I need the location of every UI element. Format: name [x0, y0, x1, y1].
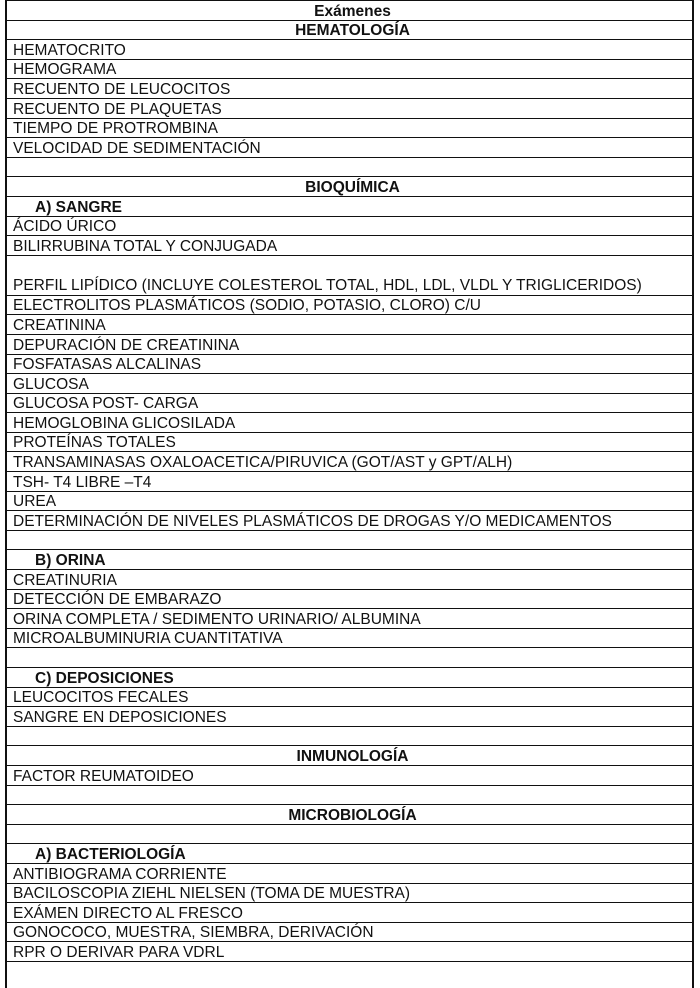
list-item: LEUCOCITOS FECALES [7, 687, 692, 707]
subsection-heading-sangre: A) SANGRE [7, 196, 692, 216]
section-heading-bioquimica: BIOQUÍMICA [7, 177, 692, 197]
list-item: HEMOGRAMA [7, 59, 692, 79]
list-item: UREA [7, 491, 692, 511]
list-item: PERFIL LIPÍDICO (INCLUYE COLESTEROL TOTAL, HDL, LDL, VLDL Y TRIGLICERIDOS) [7, 255, 692, 295]
exam-table [7, 0, 692, 962]
list-item: ELECTROLITOS PLASMÁTICOS (SODIO, POTASIO, CLORO) C/U [7, 295, 692, 315]
list-item: DETERMINACIÓN DE NIVELES PLASMÁTICOS DE DROGAS Y/O MEDICAMENTOS [7, 511, 692, 531]
list-item: CREATINURIA [7, 570, 692, 590]
list-item: RECUENTO DE LEUCOCITOS [7, 79, 692, 99]
subsection-heading-orina: B) ORINA [7, 550, 692, 570]
blank-row [7, 530, 692, 550]
list-item: RECUENTO DE PLAQUETAS [7, 98, 692, 118]
list-item: ORINA COMPLETA / SEDIMENTO URINARIO/ ALBUMINA [7, 609, 692, 629]
blank-row [7, 648, 692, 668]
list-item: RPR O DERIVAR PARA VDRL [7, 942, 692, 962]
list-item: TSH- T4 LIBRE –T4 [7, 472, 692, 492]
list-item: EXÁMEN DIRECTO AL FRESCO [7, 903, 692, 923]
exam-sheet [5, 0, 694, 988]
section-heading-hematologia: HEMATOLOGÍA [7, 20, 692, 40]
list-item: GLUCOSA POST- CARGA [7, 393, 692, 413]
list-item: ÁCIDO ÚRICO [7, 216, 692, 236]
table-title: Exámenes [7, 1, 692, 21]
list-item: TRANSAMINASAS OXALOACETICA/PIRUVICA (GOT/AST y GPT/ALH) [7, 452, 692, 472]
list-item: DEPURACIÓN DE CREATININA [7, 334, 692, 354]
list-item: CREATININA [7, 315, 692, 335]
list-item: FACTOR REUMATOIDEO [7, 765, 692, 785]
list-item: BILIRRUBINA TOTAL Y CONJUGADA [7, 236, 692, 256]
blank-row [7, 157, 692, 177]
list-item: HEMOGLOBINA GLICOSILADA [7, 413, 692, 433]
list-item: TIEMPO DE PROTROMBINA [7, 118, 692, 138]
section-heading-microbiologia: MICROBIOLOGÍA [7, 805, 692, 825]
subsection-heading-bacteriologia: A) BACTERIOLOGÍA [7, 844, 692, 864]
list-item: DETECCIÓN DE EMBARAZO [7, 589, 692, 609]
list-item: FOSFATASAS ALCALINAS [7, 354, 692, 374]
list-item: SANGRE EN DEPOSICIONES [7, 707, 692, 727]
list-item: GLUCOSA [7, 374, 692, 394]
list-item: PROTEÍNAS TOTALES [7, 432, 692, 452]
section-heading-inmunologia: INMUNOLOGÍA [7, 746, 692, 766]
blank-row [7, 726, 692, 746]
blank-row [7, 824, 692, 844]
list-item: BACILOSCOPIA ZIEHL NIELSEN (TOMA DE MUESTRA) [7, 883, 692, 903]
blank-row [7, 785, 692, 805]
list-item: VELOCIDAD DE SEDIMENTACIÓN [7, 138, 692, 158]
list-item: HEMATOCRITO [7, 40, 692, 60]
subsection-heading-deposiciones: C) DEPOSICIONES [7, 668, 692, 688]
list-item: GONOCOCO, MUESTRA, SIEMBRA, DERIVACIÓN [7, 922, 692, 942]
list-item: MICROALBUMINURIA CUANTITATIVA [7, 628, 692, 648]
list-item: ANTIBIOGRAMA CORRIENTE [7, 863, 692, 883]
